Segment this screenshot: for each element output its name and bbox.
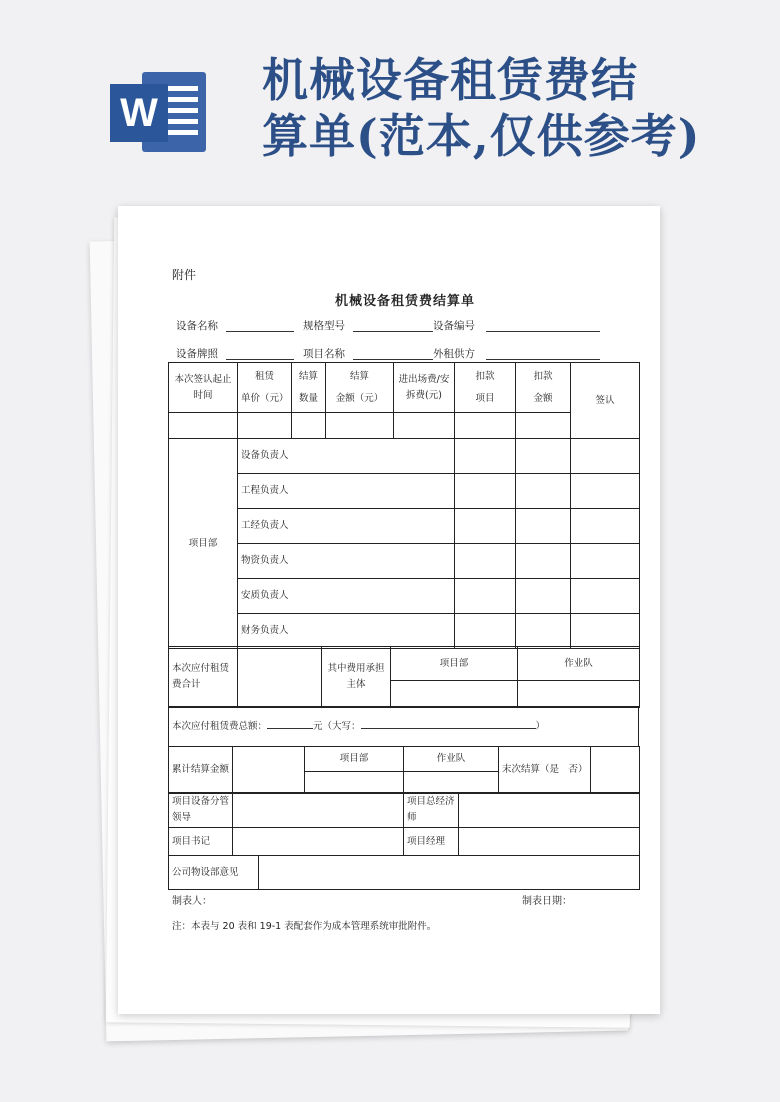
secretary-sign[interactable] bbox=[233, 828, 404, 856]
responsible-label: 工经负责人 bbox=[238, 509, 455, 544]
manager-sign[interactable] bbox=[459, 828, 640, 856]
banner bbox=[0, 0, 780, 200]
responsible-label: 安质负责人 bbox=[238, 579, 455, 614]
external-supplier-label: 外租供方 bbox=[433, 348, 475, 360]
responsible-sign[interactable] bbox=[571, 579, 640, 614]
project-dept-label: 项目部 bbox=[169, 439, 238, 649]
bearer-project-cell bbox=[391, 647, 518, 708]
deduct-amount-header bbox=[516, 363, 571, 413]
rent-unit-price-cell[interactable] bbox=[238, 413, 292, 439]
approval-row-2 bbox=[169, 828, 640, 856]
responsible-deduct-amount[interactable] bbox=[516, 439, 571, 474]
equipment-no-line[interactable] bbox=[486, 331, 600, 332]
cumulative-label: 累计结算金额 bbox=[169, 747, 233, 794]
total-amount-line[interactable] bbox=[267, 718, 313, 729]
responsible-sign[interactable] bbox=[571, 474, 640, 509]
deduct-item-top: 扣款 bbox=[475, 370, 495, 382]
deduct-item-bottom: 项目 bbox=[475, 392, 495, 404]
company-opinion-table bbox=[168, 855, 640, 890]
cumulative-row bbox=[169, 747, 640, 794]
bearer-team-cell bbox=[518, 647, 640, 708]
cum-team-cell bbox=[404, 747, 499, 794]
deduct-amount-bottom: 金额 bbox=[533, 392, 553, 404]
responsible-row bbox=[169, 509, 640, 544]
cum-project-cell bbox=[305, 747, 404, 794]
bearer-team-label: 作业队 bbox=[518, 647, 639, 681]
settle-qty-bottom: 数量 bbox=[298, 392, 318, 404]
responsible-row bbox=[169, 544, 640, 579]
settle-qty-header bbox=[292, 363, 326, 413]
period-header: 本次签认起止时间 bbox=[169, 363, 238, 413]
total-amount-prefix: 本次应付租赁费总额： bbox=[172, 721, 268, 732]
settle-amount-header bbox=[326, 363, 394, 413]
bearer-project-label: 项目部 bbox=[391, 647, 517, 681]
secretary-label: 项目书记 bbox=[169, 828, 233, 856]
document-note: 注：本表与 20 表和 19-1 表配套作为成本管理系统审批附件。 bbox=[172, 921, 437, 932]
final-settle-label[interactable]: 末次结算（是 否） bbox=[499, 747, 591, 794]
responsible-label: 工程负责人 bbox=[238, 474, 455, 509]
deduct-amount-top: 扣款 bbox=[533, 370, 553, 382]
rent-unit-price-top: 租赁 bbox=[254, 370, 274, 382]
entry-fee-header: 进出场费/安拆费(元) bbox=[394, 363, 455, 413]
responsible-deduct-amount[interactable] bbox=[516, 474, 571, 509]
company-opinion-row bbox=[169, 856, 640, 890]
responsible-deduct-amount[interactable] bbox=[516, 614, 571, 649]
responsible-deduct-amount[interactable] bbox=[516, 579, 571, 614]
header-row-2 bbox=[176, 346, 616, 362]
made-date-label: 制表日期： bbox=[522, 896, 572, 907]
equipment-name-label: 设备名称 bbox=[176, 320, 218, 332]
chief-economist-label: 项目总经济师 bbox=[404, 793, 459, 828]
responsible-label: 物资负责人 bbox=[238, 544, 455, 579]
cumulative-table bbox=[168, 746, 640, 794]
bearer-project-value[interactable] bbox=[391, 681, 517, 707]
responsible-sign[interactable] bbox=[571, 509, 640, 544]
payable-total-row bbox=[169, 647, 640, 708]
equipment-plate-line[interactable] bbox=[226, 359, 294, 360]
payable-total-value[interactable] bbox=[238, 647, 322, 708]
settle-amount-top: 结算 bbox=[349, 370, 369, 382]
cum-team-label: 作业队 bbox=[404, 747, 498, 772]
total-amount-row bbox=[169, 707, 639, 747]
model-spec-line[interactable] bbox=[353, 331, 433, 332]
cum-project-label: 项目部 bbox=[305, 747, 403, 772]
deduct-item-cell[interactable] bbox=[455, 413, 516, 439]
model-spec-label: 规格型号 bbox=[303, 320, 345, 332]
company-opinion-value[interactable] bbox=[259, 856, 640, 890]
period-cell[interactable] bbox=[169, 413, 238, 439]
total-amount-table bbox=[168, 706, 639, 747]
settle-qty-top: 结算 bbox=[298, 370, 318, 382]
total-amount-suffix: ） bbox=[535, 721, 546, 732]
banner-title-line2: 算单(范本,仅供参考) bbox=[262, 109, 701, 163]
equip-leader-label: 项目设备分管领导 bbox=[169, 793, 233, 828]
settlement-lower-table bbox=[168, 646, 640, 708]
equipment-plate-label: 设备牌照 bbox=[176, 348, 218, 360]
company-opinion-label: 公司物设部意见 bbox=[169, 856, 259, 890]
chief-economist-sign[interactable] bbox=[459, 793, 640, 828]
total-amount-cell bbox=[169, 707, 639, 747]
responsible-row bbox=[169, 579, 640, 614]
cost-bearer-label: 其中费用承担主体 bbox=[322, 647, 391, 708]
total-amount-mid: 元（大写： bbox=[313, 721, 361, 732]
deduct-amount-cell[interactable] bbox=[516, 413, 571, 439]
equipment-no-label: 设备编号 bbox=[433, 320, 475, 332]
rent-unit-price-bottom: 单价（元） bbox=[241, 392, 289, 404]
approval-table bbox=[168, 792, 640, 856]
settle-amount-cell[interactable] bbox=[326, 413, 394, 439]
responsible-deduct-item[interactable] bbox=[455, 544, 516, 579]
responsible-sign[interactable] bbox=[571, 544, 640, 579]
cumulative-value[interactable] bbox=[233, 747, 305, 794]
responsible-row bbox=[169, 474, 640, 509]
responsible-deduct-amount[interactable] bbox=[516, 544, 571, 579]
equip-leader-sign[interactable] bbox=[233, 793, 404, 828]
banner-title bbox=[262, 52, 762, 164]
project-name-line[interactable] bbox=[353, 359, 433, 360]
final-settle-value[interactable] bbox=[591, 747, 640, 794]
banner-title-line1: 机械设备租赁费结 bbox=[262, 53, 638, 107]
cum-project-value[interactable] bbox=[305, 772, 403, 793]
rent-unit-price-header bbox=[238, 363, 292, 413]
bearer-team-value[interactable] bbox=[518, 681, 639, 707]
project-name-label: 项目名称 bbox=[303, 348, 345, 360]
responsible-deduct-item[interactable] bbox=[455, 579, 516, 614]
responsible-row bbox=[169, 439, 640, 474]
approval-row-1 bbox=[169, 793, 640, 828]
word-letter: W bbox=[120, 91, 158, 135]
responsible-sign[interactable] bbox=[571, 614, 640, 649]
header-row-1 bbox=[176, 318, 616, 334]
settlement-table bbox=[168, 362, 640, 649]
sign-header: 签认 bbox=[571, 363, 640, 439]
settle-qty-cell[interactable] bbox=[292, 413, 326, 439]
data-entry-row bbox=[169, 413, 640, 439]
manager-label: 项目经理 bbox=[404, 828, 459, 856]
made-by-label: 制表人： bbox=[172, 896, 212, 907]
settle-amount-bottom: 金额（元） bbox=[335, 392, 384, 404]
responsible-deduct-item[interactable] bbox=[455, 509, 516, 544]
external-supplier-line[interactable] bbox=[486, 359, 600, 360]
deduct-item-header bbox=[455, 363, 516, 413]
responsible-deduct-item[interactable] bbox=[455, 439, 516, 474]
attachment-label: 附件 bbox=[172, 268, 197, 282]
cum-team-value[interactable] bbox=[404, 772, 498, 793]
responsible-row bbox=[169, 614, 640, 649]
column-header-row bbox=[169, 363, 640, 413]
document-title: 机械设备租赁费结算单 bbox=[334, 294, 475, 309]
payable-total-label: 本次应付租赁费合计 bbox=[169, 647, 238, 708]
responsible-deduct-item[interactable] bbox=[455, 474, 516, 509]
responsible-sign[interactable] bbox=[571, 439, 640, 474]
total-amount-capital-line[interactable] bbox=[361, 718, 536, 729]
word-document-icon bbox=[108, 66, 208, 158]
equipment-name-line[interactable] bbox=[226, 331, 294, 332]
entry-fee-cell[interactable] bbox=[394, 413, 455, 439]
responsible-label: 设备负责人 bbox=[238, 439, 455, 474]
responsible-deduct-item[interactable] bbox=[455, 614, 516, 649]
responsible-label: 财务负责人 bbox=[238, 614, 455, 649]
responsible-deduct-amount[interactable] bbox=[516, 509, 571, 544]
